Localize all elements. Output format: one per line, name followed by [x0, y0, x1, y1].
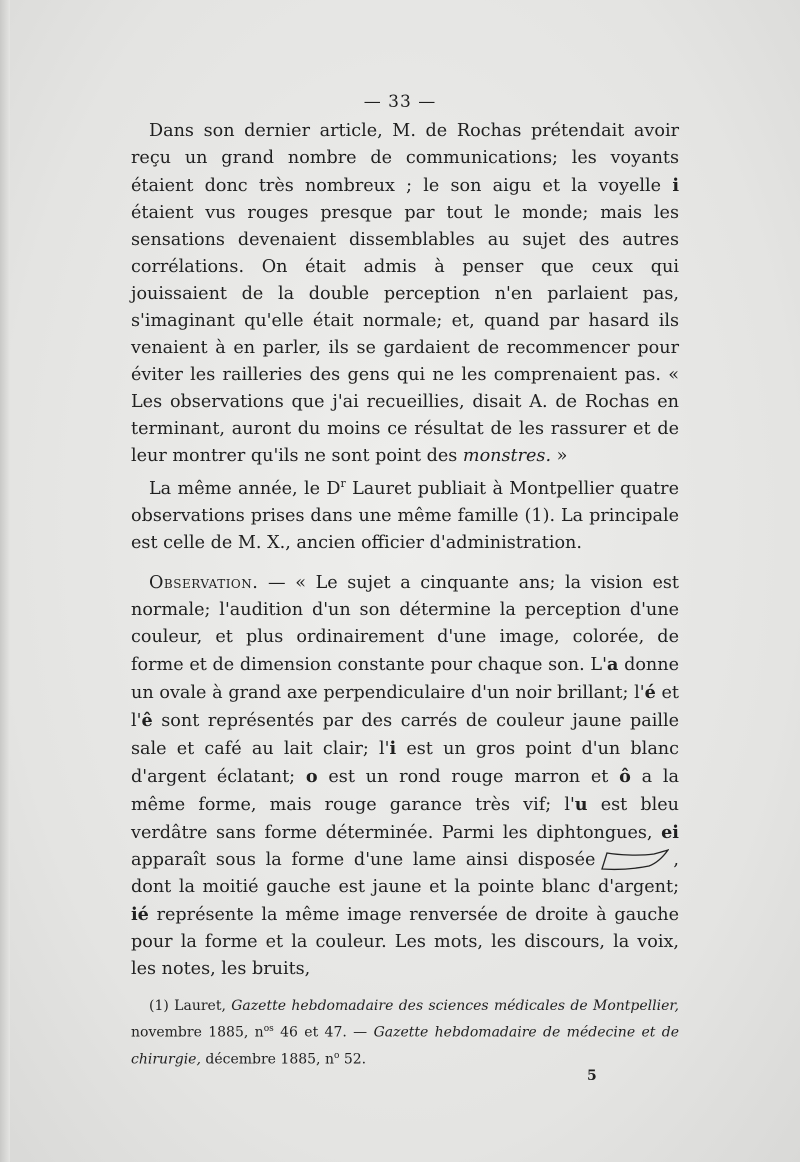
para2-text-a: La même année, le D [149, 478, 341, 499]
obs-s9: apparaît sous la forme d'une lame ainsi disposée [131, 849, 596, 870]
fn-end2: 52. [339, 1051, 367, 1068]
para2-text-b: Lauret publiait à Montpellier quatre observations prises dans une même famille (1). La principale est celle de M. X., ancien officier d'administration. [131, 478, 679, 553]
vowel-o: o [305, 765, 318, 787]
vowel-a: a [606, 653, 619, 675]
body-text [131, 118, 679, 983]
obs-s3: et l' [131, 682, 679, 731]
vowel-e-acute: é [644, 681, 656, 703]
obs-s5: est un gros point d'un blanc d'argent éclatant; [131, 738, 679, 787]
obs-s2: donne un ovale à grand axe perpendiculaire d'un noir brillant; l' [131, 654, 679, 703]
footnote-body [131, 995, 679, 1071]
observation-label: Observation. [149, 572, 259, 593]
vowel-i-obs: i [389, 737, 397, 759]
fn-mark: (1) Lauret, [149, 998, 232, 1014]
paragraph-lauret [131, 470, 679, 557]
vowel-i: i [672, 175, 679, 196]
fn-end: décembre 1885, n [200, 1051, 334, 1068]
vowel-o-circ: ô [619, 765, 631, 787]
fn-nos: os [263, 1024, 274, 1034]
para1-text2: étaient vus rouges presque par tout le monde; mais les sensations devenaient dissemblables au sujet des autres corrélations. On était admis à penser que ceux qui jouissaient de la double perception n'en parlaient pas, s'imaginant qu'elle était normale; et, quand par hasard ils venaient à en parler, ils se gardaient de recommencer pour éviter les railleries des gens qui ne les comprenaient pas. « Les observations que j'ai recueillies, disait A. de Rochas en terminant, auront du moins ce résultat de les rassurer et de leur montrer qu'ils ne sont point des [131, 203, 679, 466]
vowel-u: u [574, 793, 588, 815]
obs-s4: sont représentés par des carrés de couleur jaune paille sale et café au lait clair; l' [131, 710, 679, 759]
fn-no: o [333, 1050, 340, 1061]
signature-mark: 5 [587, 1068, 597, 1084]
fn-journal2: Gazette hebdomadaire de médecine et de chirurgie, [131, 1024, 679, 1068]
page-number: — 33 — [363, 92, 437, 112]
doctor-sup: r [340, 477, 346, 490]
fn-mid2: 46 et 47. — [273, 1024, 374, 1041]
lame-shape-icon [599, 849, 669, 871]
monstres-word: monstres. [462, 446, 552, 466]
fn-mid: novembre 1885, n [131, 1024, 264, 1041]
fn-journal1: Gazette hebdomadaire des sciences médicales de Montpellier, [231, 998, 680, 1014]
obs-s8: est bleu verdâtre sans forme déterminée. Parmi les diphtongues, [131, 794, 679, 843]
diphthong-ei: ei [661, 821, 679, 843]
paragraph-rochas [131, 118, 679, 470]
page-edge [0, 0, 10, 1162]
paragraph-observation [131, 570, 679, 983]
obs-s10: , dont la moitié gauche est jaune et la pointe blanc d'argent; [131, 849, 679, 897]
obs-s7: a la même forme, mais rouge garance très vif; l' [131, 766, 680, 815]
obs-s6: est un rond rouge marron et [317, 766, 620, 787]
vowel-e-circ: ê [141, 709, 153, 731]
obs-s11: représente la même image renversée de droite à gauche pour la forme et la couleur. Les mots, les discours, la voix, les notes, les bruits, [131, 904, 679, 979]
para1-text: Dans son dernier article, M. de Rochas prétendait avoir reçu un grand nombre de communications; les voyants étaient donc très nombreux ; le son aigu et la voyelle [131, 121, 679, 196]
diphthong-ie: ié [131, 903, 149, 925]
footnote [131, 995, 679, 1071]
obs-s1: — « Le sujet a cinquante ans; la vision est normale; l'audition d'un son détermine la perception d'une couleur, et plus ordinairement d'une image, colorée, de forme et de dimension constante pour chaque son. L' [131, 572, 679, 675]
quote-close: » [551, 446, 568, 466]
